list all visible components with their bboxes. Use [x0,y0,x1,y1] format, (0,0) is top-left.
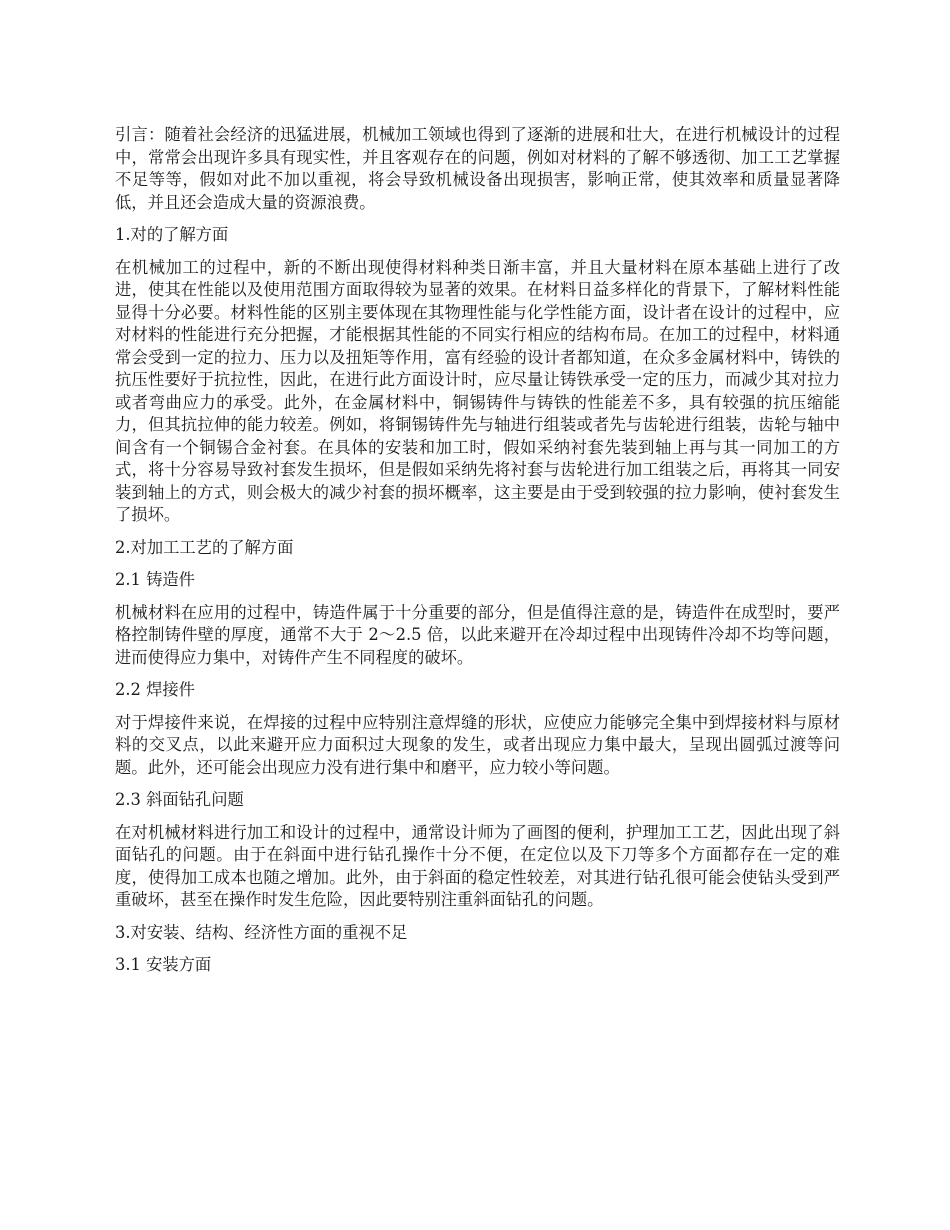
subsection-heading-2-2: 2.2 焊接件 [115,680,195,699]
subsection-heading-2-1: 2.1 铸造件 [115,570,195,589]
subsection-2-3-paragraph: 在对机械材料进行加工和设计的过程中，通常设计师为了画图的便利，护理加工工艺，因此出现了斜面钻孔的问题。由于在斜面中进行钻孔操作十分不便，在定位以及下刀等多个方面都存在一定的难度，使得加工成本也随之增加。此外，由于斜面的稳定性较差，对其进行钻孔很可能会使钻头受到严重破坏，甚至在操作时发生危险，因此要特别注重斜面钻孔的问题。 [115,822,840,909]
section-heading-2: 2.对加工工艺的了解方面 [115,537,294,557]
document-page [115,124,840,987]
intro-paragraph: 引言：随着社会经济的迅猛进展，机械加工领域也得到了逐渐的进展和壮大，在进行机械设计的过程中，常常会出现许多具有现实性，并且客观存在的问题，例如对材料的了解不够透彻、加工工艺掌握不足等等，假如对此不加以重视，将会导致机械设备出现损害，影响正常，使其效率和质量显著降低，并且还会造成大量的资源浪费。 [115,125,840,212]
subsection-2-2-paragraph: 对于焊接件来说，在焊接的过程中应特别注意焊缝的形状，应使应力能够完全集中到焊接材料与原材料的交叉点，以此来避开应力面积过大现象的发生，或者出现应力集中最大，呈现出圆弧过渡等问题。此外，还可能会出现应力没有进行集中和磨平，应力较小等问题。 [115,712,840,777]
subsection-heading-2-3: 2.3 斜面钻孔问题 [115,790,244,809]
section-1-paragraph: 在机械加工的过程中，新的不断出现使得材料种类日渐丰富，并且大量材料在原本基础上进行了改进，使其在性能以及使用范围方面取得较为显著的效果。在材料日益多样化的背景下，了解材料性能显得十分必要。材料性能的区别主要体现在其物理性能与化学性能方面，设计者在设计的过程中，应对材料的性能进行充分把握，才能根据其性能的不同实行相应的结构布局。在加工的过程中，材料通常会受到一定的拉力、压力以及扭矩等作用，富有经验的设计者都知道，在众多金属材料中，铸铁的抗压性要好于抗拉性，因此，在进行此方面设计时，应尽量让铸铁承受一定的压力，而减少其对拉力或者弯曲应力的承受。此外，在金属材料中，铜锡铸件与铸铁的性能差不多，具有较强的抗压缩能力，但其抗拉伸的能力较差。例如，将铜锡铸件先与轴进行组装或者先与齿轮进行组装，齿轮与轴中间含有一个铜锡合金衬套。在具体的安装和加工时，假如采纳衬套先装到轴上再与其一同加工的方式，将十分容易导致衬套发生损坏，但是假如采纳先将衬套与齿轮进行加工组装之后，再将其一同安装到轴上的方式，则会极大的减少衬套的损坏概率，这主要是由于受到较强的拉力影响，使衬套发生了损坏。 [115,257,840,524]
subsection-heading-3-1: 3.1 安装方面 [115,955,212,974]
section-heading-1: 1.对的了解方面 [115,225,229,244]
subsection-2-1-paragraph: 机械材料在应用的过程中，铸造件属于十分重要的部分，但是值得注意的是，铸造件在成型时，要严格控制铸件壁的厚度，通常不大于 2～2.5 倍，以此来避开在冷却过程中出现铸件冷却不均等问题，进而使得应力集中，对铸件产生不同程度的破坏。 [115,602,840,667]
section-heading-3: 3.对安装、结构、经济性方面的重视不足 [115,922,408,942]
